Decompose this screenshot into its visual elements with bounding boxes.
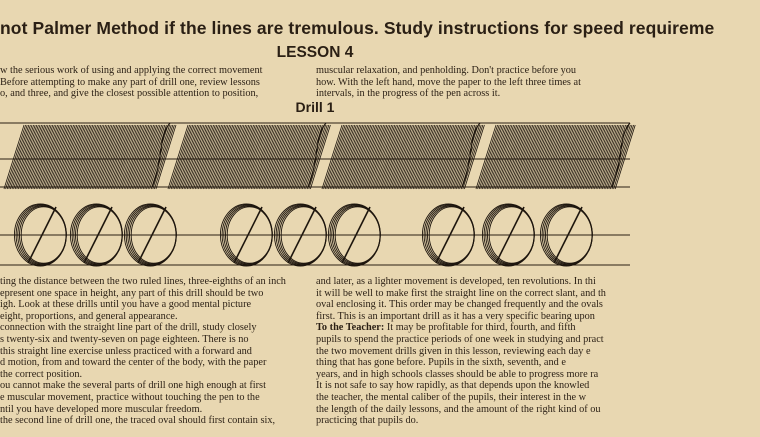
text-line: connection with the straight line part of the drill, study closely bbox=[0, 322, 257, 334]
intro-right-column bbox=[316, 65, 630, 100]
text-line: the length of the daily lessons, and the amount of the right kind of ou bbox=[316, 403, 601, 415]
lesson-title: LESSON 4 bbox=[276, 44, 354, 61]
text-line: thing that has gone before. Pupils in the sixth, seventh, and e bbox=[316, 357, 566, 369]
text-line: igh. Look at these drills until you have a good mental picture bbox=[0, 299, 252, 311]
text-line: practicing that pupils do. bbox=[316, 415, 419, 427]
slant-line-group bbox=[168, 123, 330, 189]
instruction-banner: not Palmer Method if the lines are tremulous. Study instructions for speed requireme bbox=[0, 18, 715, 38]
slant-line-group bbox=[476, 123, 635, 189]
text-line: eight, proportions, and general appearance. bbox=[0, 310, 178, 322]
text-line: oval enclosing it. This order may be changed frequently and the ovals bbox=[316, 299, 603, 311]
text-line: muscular relaxation, and penholding. Don't practice before you bbox=[316, 65, 577, 76]
text-line: intervals, in the progress of the pen across it. bbox=[316, 88, 501, 100]
text-line: s twenty-six and twenty-seven on page eighteen. There is no bbox=[0, 333, 249, 345]
text-line: It is not safe to say how rapidly, as that depends upon the knowled bbox=[316, 380, 590, 392]
text-line: this straight line exercise unless practiced with a forward and bbox=[0, 345, 252, 357]
text-line: ting the distance between the two ruled lines, three-eighths of an inch bbox=[0, 276, 286, 287]
body-left-column bbox=[0, 276, 305, 427]
text-line: the second line of drill one, the traced oval should first contain six, bbox=[0, 415, 276, 427]
drill-title: Drill 1 bbox=[295, 99, 335, 115]
text-line: Before attempting to make any part of drill one, review lessons bbox=[0, 76, 260, 88]
slant-line-group bbox=[4, 123, 176, 189]
slant-line-group bbox=[322, 123, 484, 189]
text-line: years, and in high schools classes should be able to progress more ra bbox=[316, 368, 599, 380]
text-line: ntil you have developed more muscular freedom. bbox=[0, 403, 203, 415]
teacher-note-line bbox=[316, 322, 630, 334]
text-line: o, and three, and give the closest possible attention to position, bbox=[0, 88, 259, 100]
text-line: ou cannot make the several parts of drill one high enough at first bbox=[0, 380, 266, 392]
intro-left-column bbox=[0, 65, 305, 100]
text-line: e muscular movement, practice without touching the pen to the bbox=[0, 391, 260, 403]
teacher-lead: To the Teacher: bbox=[316, 322, 385, 334]
body-right-column bbox=[316, 276, 630, 427]
text-line: the correct position. bbox=[0, 368, 83, 380]
drill-illustration bbox=[0, 117, 630, 277]
text-line: how. With the left hand, move the paper to the left three times at bbox=[316, 76, 581, 88]
text-line: w the serious work of using and applying the correct movement bbox=[0, 65, 263, 76]
text-line: the teacher, the mental caliber of the pupils, their interest in the w bbox=[316, 391, 587, 403]
text-line: it will be well to make first the straight line on the correct slant, and th bbox=[316, 287, 606, 299]
text-line: the two movement drills given in this lesson, reviewing each day e bbox=[316, 345, 591, 357]
text-line: epresent one space in height, any part of this drill should be two bbox=[0, 287, 264, 299]
text-line: pupils to spend the practice periods of one week in studying and pract bbox=[316, 333, 604, 345]
text-line: first. This is an important drill as it has a very specific bearing upon bbox=[316, 310, 595, 322]
text-line: and later, as a lighter movement is developed, ten revolutions. In thi bbox=[316, 276, 596, 287]
text-line: d motion, from and toward the center of the body, with the paper bbox=[0, 357, 267, 369]
teacher-rest: It may be profitable for third, fourth, and fifth bbox=[384, 322, 576, 334]
